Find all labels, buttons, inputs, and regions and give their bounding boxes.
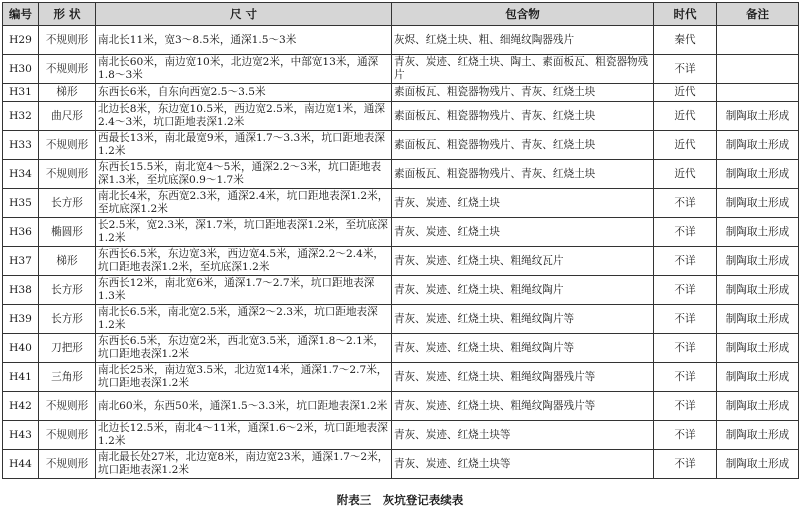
cell-contents: 灰烬、红烧土块、粗、细绳纹陶器残片: [392, 26, 654, 55]
cell-size: 东西长6米，自东向西宽2.5～3.5米: [96, 84, 392, 102]
cell-shape: 曲尺形: [39, 102, 96, 131]
cell-size: 南北长4米，东西宽2.3米，通深2.4米，坑口距地表深1.2米，至坑底深1.2米: [96, 189, 392, 218]
cell-shape: 长方形: [39, 305, 96, 334]
cell-id: H35: [3, 189, 39, 218]
header-shape: 形 状: [39, 3, 96, 26]
cell-size: 长2.5米，宽2.3米，深1.7米，坑口距地表深1.2米，至坑底深1.2米: [96, 218, 392, 247]
table-row: [3, 26, 799, 55]
cell-contents: 青灰、炭迹、红烧土块等: [392, 450, 654, 479]
cell-contents: 素面板瓦、粗瓷器物残片、青灰、红烧土块: [392, 102, 654, 131]
cell-size: 西最长13米，南北最宽9米，通深1.7～3.3米，坑口距地表深1.2米: [96, 131, 392, 160]
header-note: 备注: [717, 3, 799, 26]
cell-size: 东西长15.5米，南北宽4～5米，通深2.2～3米，坑口距地表深1.3米，至坑底深0.9～1.7米: [96, 160, 392, 189]
cell-note: 制陶取土形成: [717, 421, 799, 450]
cell-era: 不详: [654, 276, 717, 305]
cell-note: 制陶取土形成: [717, 218, 799, 247]
table-row: [3, 334, 799, 363]
cell-shape: 三角形: [39, 363, 96, 392]
cell-note: [717, 84, 799, 102]
cell-note: [717, 55, 799, 84]
cell-shape: 长方形: [39, 189, 96, 218]
cell-shape: 不规则形: [39, 26, 96, 55]
table-row: [3, 102, 799, 131]
cell-note: 制陶取土形成: [717, 189, 799, 218]
cell-shape: 不规则形: [39, 421, 96, 450]
cell-contents: 青灰、炭迹、红烧土块、粗绳纹瓦片: [392, 247, 654, 276]
cell-era: 不详: [654, 55, 717, 84]
cell-shape: 不规则形: [39, 131, 96, 160]
cell-contents: 青灰、炭迹、红烧土块: [392, 218, 654, 247]
cell-contents: 青灰、炭迹、红烧土块、粗绳纹陶片等: [392, 334, 654, 363]
cell-era: 不详: [654, 450, 717, 479]
cell-note: 制陶取土形成: [717, 305, 799, 334]
cell-id: H34: [3, 160, 39, 189]
table-row: [3, 131, 799, 160]
cell-size: 南北长6.5米，南北宽2.5米，通深2～2.3米，坑口距地表深1.2米: [96, 305, 392, 334]
cell-size: 东西长6.5米，东边宽2米，西北宽3.5米，通深1.8～2.1米，坑口距地表深1.2米: [96, 334, 392, 363]
cell-era: 近代: [654, 84, 717, 102]
cell-note: [717, 26, 799, 55]
cell-era: 不详: [654, 421, 717, 450]
cell-size: 南北长25米，南边宽3.5米，北边宽14米，通深1.7～2.7米，坑口距地表深1.2米: [96, 363, 392, 392]
cell-size: 东西长6.5米，东边宽3米，西边宽4.5米，通深2.2～2.4米，坑口距地表深1.2米，至坑底深1.2米: [96, 247, 392, 276]
cell-note: 制陶取土形成: [717, 392, 799, 421]
header-size: 尺 寸: [96, 3, 392, 26]
table-header-row: [3, 3, 799, 26]
cell-shape: 不规则形: [39, 160, 96, 189]
cell-id: H37: [3, 247, 39, 276]
cell-contents: 青灰、炭迹、红烧土块、粗绳纹陶器残片等: [392, 363, 654, 392]
table-row: [3, 305, 799, 334]
cell-contents: 青灰、炭迹、红烧土块、粗绳纹陶器残片等: [392, 392, 654, 421]
cell-id: H29: [3, 26, 39, 55]
table-row: [3, 160, 799, 189]
cell-shape: 不规则形: [39, 392, 96, 421]
table-caption: 附表三 灰坑登记表续表: [336, 493, 464, 507]
cell-era: 近代: [654, 102, 717, 131]
cell-note: 制陶取土形成: [717, 102, 799, 131]
cell-shape: 刀把形: [39, 334, 96, 363]
cell-contents: 青灰、炭迹、红烧土块、粗绳纹陶片: [392, 276, 654, 305]
cell-shape: 梯形: [39, 247, 96, 276]
table-row: [3, 247, 799, 276]
cell-era: 不详: [654, 189, 717, 218]
cell-shape: 长方形: [39, 276, 96, 305]
cell-id: H41: [3, 363, 39, 392]
cell-note: 制陶取土形成: [717, 131, 799, 160]
table-row: [3, 363, 799, 392]
table-row: [3, 189, 799, 218]
cell-id: H38: [3, 276, 39, 305]
header-contents: 包含物: [392, 3, 654, 26]
cell-shape: 椭圆形: [39, 218, 96, 247]
cell-contents: 素面板瓦、粗瓷器物残片、青灰、红烧土块: [392, 84, 654, 102]
cell-note: 制陶取土形成: [717, 334, 799, 363]
cell-id: H31: [3, 84, 39, 102]
table-row: [3, 84, 799, 102]
cell-contents: 素面板瓦、粗瓷器物残片、青灰、红烧土块: [392, 160, 654, 189]
register-table-container: [2, 2, 798, 479]
cell-note: 制陶取土形成: [717, 247, 799, 276]
cell-contents: 青灰、炭迹、红烧土块、粗绳纹陶片等: [392, 305, 654, 334]
cell-id: H39: [3, 305, 39, 334]
cell-era: 近代: [654, 131, 717, 160]
table-row: [3, 450, 799, 479]
cell-era: 不详: [654, 392, 717, 421]
table-row: [3, 276, 799, 305]
cell-id: H44: [3, 450, 39, 479]
cell-id: H32: [3, 102, 39, 131]
cell-shape: 不规则形: [39, 450, 96, 479]
cell-era: 近代: [654, 160, 717, 189]
cell-size: 南北60米，东西50米，通深1.5～3.3米，坑口距地表深1.2米: [96, 392, 392, 421]
cell-id: H43: [3, 421, 39, 450]
cell-era: 秦代: [654, 26, 717, 55]
cell-id: H36: [3, 218, 39, 247]
table-row: [3, 55, 799, 84]
cell-note: 制陶取土形成: [717, 276, 799, 305]
cell-shape: 梯形: [39, 84, 96, 102]
cell-contents: 青灰、炭迹、红烧土块、陶土、素面板瓦、粗瓷器物残片: [392, 55, 654, 84]
cell-contents: 青灰、炭迹、红烧土块等: [392, 421, 654, 450]
cell-size: 南北长60米，南边宽10米，北边宽2米，中部宽13米，通深1.8～3米: [96, 55, 392, 84]
header-id: 编号: [3, 3, 39, 26]
table-row: [3, 421, 799, 450]
cell-id: H30: [3, 55, 39, 84]
cell-note: 制陶取土形成: [717, 363, 799, 392]
cell-era: 不详: [654, 305, 717, 334]
cell-shape: 不规则形: [39, 55, 96, 84]
cell-era: 不详: [654, 218, 717, 247]
cell-size: 北边长12.5米，南北4～11米，通深1.6～2米，坑口距地表深1.2米: [96, 421, 392, 450]
cell-contents: 青灰、炭迹、红烧土块: [392, 189, 654, 218]
cell-note: 制陶取土形成: [717, 160, 799, 189]
cell-id: H42: [3, 392, 39, 421]
cell-era: 不详: [654, 334, 717, 363]
cell-size: 南北长11米，宽3～8.5米，通深1.5～3米: [96, 26, 392, 55]
cell-id: H33: [3, 131, 39, 160]
cell-contents: 素面板瓦、粗瓷器物残片、青灰、红烧土块: [392, 131, 654, 160]
table-row: [3, 218, 799, 247]
cell-size: 北边长8米，东边宽10.5米，西边宽2.5米，南边宽1米，通深2.4～3米，坑口距地表深1.2米: [96, 102, 392, 131]
cell-era: 不详: [654, 363, 717, 392]
cell-id: H40: [3, 334, 39, 363]
table-row: [3, 392, 799, 421]
pit-register-table: [2, 2, 799, 479]
cell-size: 东西长12米，南北宽6米，通深1.7～2.7米，坑口距地表深1.3米: [96, 276, 392, 305]
cell-size: 南北最长处27米，北边宽8米，南边宽23米，通深1.7～2米，坑口距地表深1.2米: [96, 450, 392, 479]
cell-note: 制陶取土形成: [717, 450, 799, 479]
cell-era: 不详: [654, 247, 717, 276]
header-era: 时代: [654, 3, 717, 26]
